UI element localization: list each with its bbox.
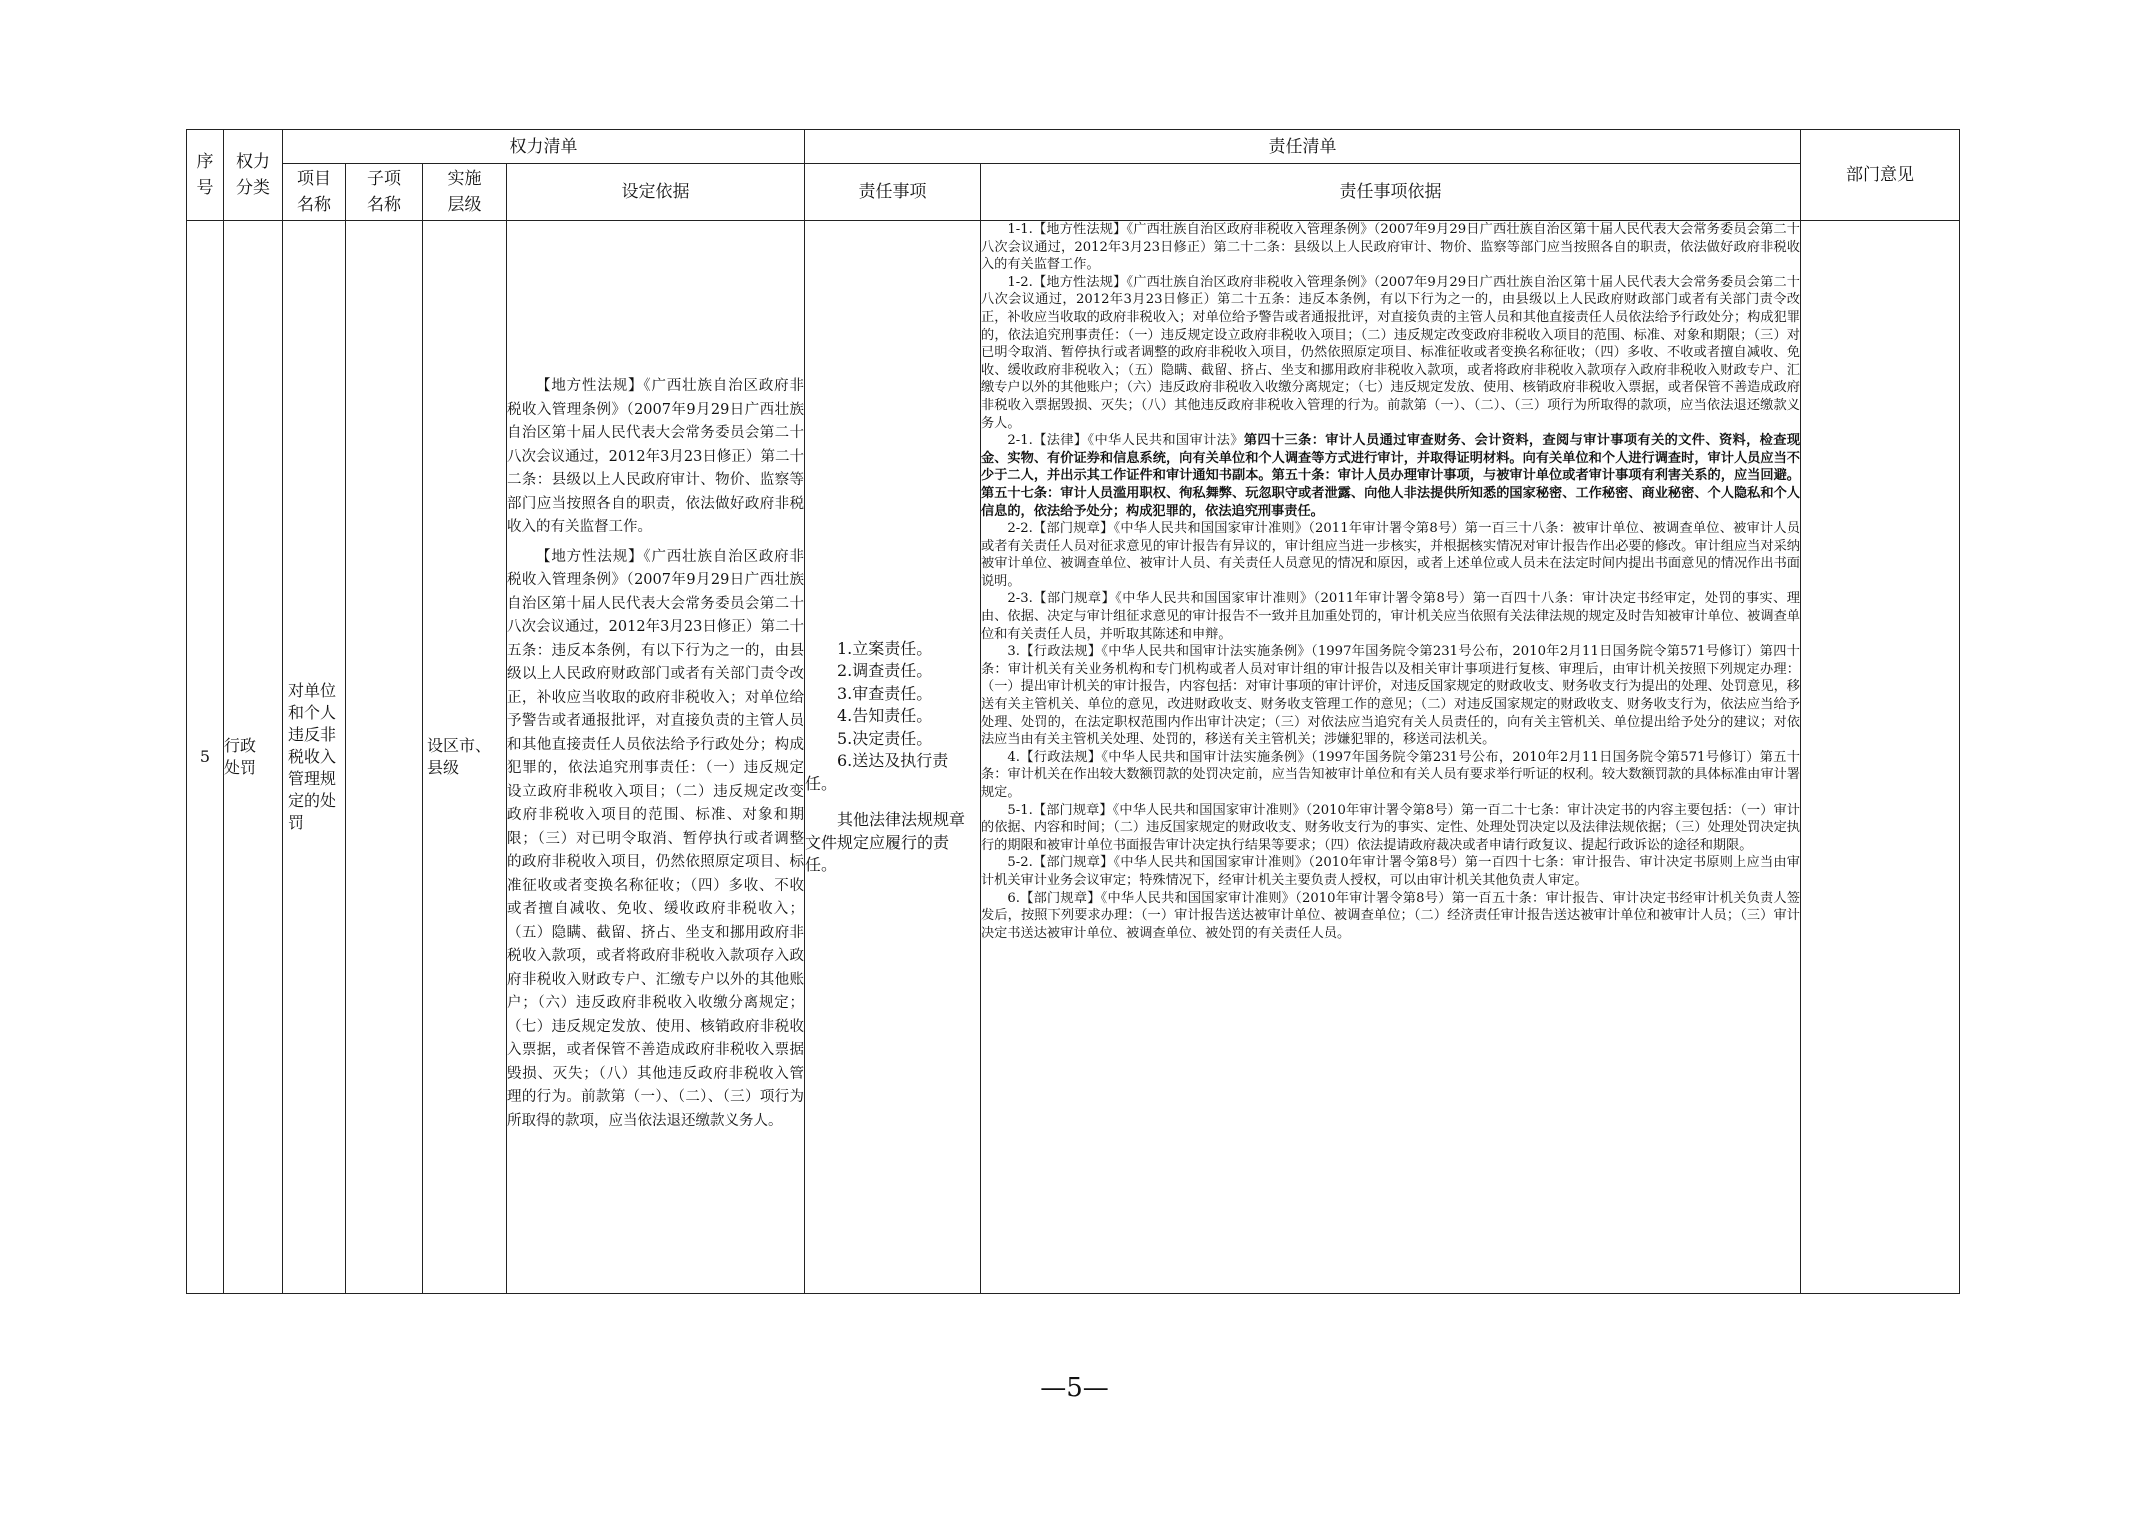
resp-basis-paragraph: 3.【行政法规】《中华人民共和国审计法实施条例》（1997年国务院令第231号公布，2010年2月11日国务院令第571号修订）第四十条：审计机关有关业务机构和专门机构或者人员对审计组的审计报告以及相关审计事项进行复核、审理后，由审计机关按照下列规定办理：（一）提出审计机关的审计报告，内容包括：对审计事项的审计评价，对违反国家规定的财政收支、财务收支行为提出的处理、处罚意见，移送有关主管机关、单位的意见，改进财政收支、财务收支管理工作的意见；（二）对违反国家规定的财政收支、财务收支行为，依法应当给予处理、处罚的，在法定职权范围内作出审计决定；（三）对依法应当追究有关人员责任的，向有关主管机关、单位提出给予处分的建议；对依法应当由有关主管机关处理、处罚的，移送有关主管机关；涉嫌犯罪的，移送司法机关。	[981, 644, 1800, 748]
row-resp-basis	[981, 221, 1801, 1294]
resp-basis-paragraph: 6.【部门规章】《中华人民共和国国家审计准则》（2010年审计署令第8号）第一百五十条：审计报告、审计决定书经审计机关负责人签发后，按照下列要求办理：（一）审计报告送达被审计单位、被调查单位；（二）经济责任审计报告送达被审计单位和被审计人员；（三）审计决定书送达被审计单位、被调查单位、被处罚的有关责任人员。	[981, 890, 1800, 941]
header-level: 实施层级	[423, 164, 507, 221]
page-number: —5—	[1040, 1373, 1109, 1403]
row-dept-opinion	[1801, 221, 1960, 1294]
header-item-name: 项目名称	[283, 164, 346, 221]
bold-excerpt: 第四十三条：审计人员通过审查财务、会计资料，查阅与审计事项有关的文件、资料，检查现金、实物、有价证券和信息系统，向有关单位和个人调查等方式进行审计，并取得证明材料。向有关单位和个人进行调查时，审计人员应当不少于二人，并出示其工作证件和审计通知书副本。第五十条：审计人员办理审计事项，与被审计单位或者审计事项有利害关系的，应当回避。第五十七条：审计人员滥用职权、徇私舞弊、玩忽职守或者泄露、向他人非法提供所知悉的国家秘密、工作秘密、商业秘密、个人隐私和个人信息的，依法给予处分；构成犯罪的，依法追究刑事责任。	[981, 433, 1801, 519]
header-resp-items: 责任事项	[805, 164, 981, 221]
header-resp-basis: 责任事项依据	[981, 164, 1801, 221]
row-category: 行政处罚	[224, 221, 283, 1294]
resp-item: 其他法律法规规章文件规定应履行的责任。	[805, 810, 966, 874]
resp-item: 6.送达及执行责任。	[805, 751, 949, 793]
header-sub-item: 子项名称	[346, 164, 423, 221]
resp-item: 4.告知责任。	[837, 706, 933, 725]
basis-paragraph: 【地方性法规】《广西壮族自治区政府非税收入管理条例》（2007年9月29日广西壮族自治区第十届人民代表大会常务委员会第二十八次会议通过，2012年3月23日修正）第二十二条：县级以上人民政府审计、物价、监察等部门应当按照各自的职责，依法做好政府非税收入的有关监督工作。	[507, 378, 804, 535]
row-sub-item	[346, 221, 423, 1294]
resp-basis-paragraph: 2-1.【法律】《中华人民共和国审计法》第四十三条：审计人员通过审查财务、会计资料，查阅与审计事项有关的文件、资料，检查现金、实物、有价证券和信息系统，向有关单位和个人调查等方式进行审计，并取得证明材料。向有关单位和个人进行调查时，审计人员应当不少于二人，并出示其工作证件和审计通知书副本。第五十条：审计人员办理审计事项，与被审计单位或者审计事项有利害关系的，应当回避。第五十七条：审计人员滥用职权、徇私舞弊、玩忽职守或者泄露、向他人非法提供所知悉的国家秘密、工作秘密、商业秘密、个人隐私和个人信息的，依法给予处分；构成犯罪的，依法追究刑事责任。	[981, 433, 1801, 519]
row-resp-items	[805, 221, 981, 1294]
power-responsibility-table	[186, 129, 1960, 1294]
header-seq: 序号	[187, 130, 224, 221]
resp-basis-paragraph: 1-2.【地方性法规】《广西壮族自治区政府非税收入管理条例》（2007年9月29日广西壮族自治区第十届人民代表大会常务委员会第二十八次会议通过，2012年3月23日修正）第二十五条：违反本条例，有以下行为之一的，由县级以上人民政府财政部门或者有关部门责令改正，补收应当收取的政府非税收入；对单位给予警告或者通报批评，对直接负责的主管人员和其他直接责任人员依法给予行政处分；构成犯罪的，依法追究刑事责任：（一）违反规定设立政府非税收入项目；（二）违反规定改变政府非税收入项目的范围、标准、对象和期限；（三）对已明令取消、暂停执行或者调整的政府非税收入项目，仍然依照原定项目、标准征收或者变换名称征收；（四）多收、不收或者擅自减收、免收、缓收政府非税收入；（五）隐瞒、截留、挤占、坐支和挪用政府非税收入款项，或者将政府非税收入款项存入政府非税收入财政专户、汇缴专户以外的其他账户；（六）违反政府非税收入收缴分离规定；（七）违反规定发放、使用、核销政府非税收入票据，或者保管不善造成政府非税收入票据毁损、灭失；（八）其他违反政府非税收入管理的行为。前款第（一）、（二）、（三）项行为所取得的款项，应当依法退还缴款义务人。	[981, 274, 1800, 431]
resp-basis-paragraph: 2-3.【部门规章】《中华人民共和国国家审计准则》（2011年审计署令第8号）第一百四十八条：审计决定书经审定，处罚的事实、理由、依据、决定与审计组征求意见的审计报告不一致并且加重处罚的，审计机关应当依照有关法律法规的规定及时告知被审计单位、被调查单位和有关责任人员，并听取其陈述和申辩。	[981, 591, 1800, 642]
resp-item: 3.审查责任。	[837, 683, 933, 703]
resp-item: 5.决定责任。	[837, 728, 933, 748]
row-item-name: 对单位和个人违反非税收入管理规定的处罚	[283, 221, 346, 1294]
resp-basis-paragraph: 1-1.【地方性法规】《广西壮族自治区政府非税收入管理条例》（2007年9月29日广西壮族自治区第十届人民代表大会常务委员会第二十八次会议通过，2012年3月23日修正）第二十二条：县级以上人民政府审计、物价、监察等部门应当按照各自的职责，依法做好政府非税收入的有关监督工作。	[981, 222, 1800, 273]
header-resp-list: 责任清单	[805, 130, 1801, 164]
header-basis: 设定依据	[507, 164, 805, 221]
resp-basis-paragraph: 5-1.【部门规章】《中华人民共和国国家审计准则》（2010年审计署令第8号）第一百二十七条：审计决定书的内容主要包括：（一）审计的依据、内容和时间；（二）违反国家规定的财政收支、财务收支行为的事实、定性、处理处罚决定以及法律法规依据；（三）处理处罚决定执行的期限和被审计单位书面报告审计决定执行结果等要求；（四）依法提请政府裁决或者申请行政复议、提起行政诉讼的途径和期限。	[981, 802, 1800, 853]
header-power-list: 权力清单	[283, 130, 805, 164]
header-category: 权力分类	[224, 130, 283, 221]
resp-basis-paragraph: 5-2.【部门规章】《中华人民共和国国家审计准则》（2010年审计署令第8号）第一百四十七条：审计报告、审计决定书原则上应当由审计机关审计业务会议审定；特殊情况下，经审计机关主要负责人授权，可以由审计机关其他负责人审定。	[981, 855, 1800, 888]
resp-basis-paragraph: 2-2.【部门规章】《中华人民共和国国家审计准则》（2011年审计署令第8号）第一百三十八条：被审计单位、被调查单位、被审计人员或者有关责任人员对征求意见的审计报告有异议的，审计组应当进一步核实，并根据核实情况对审计报告作出必要的修改。审计组应当对采纳被审计单位、被调查单位、被审计人员、有关责任人员意见的情况和原因，或者上述单位或人员未在法定时间内提出书面意见的情况作出书面说明。	[981, 521, 1800, 589]
resp-basis-paragraph: 4.【行政法规】《中华人民共和国审计法实施条例》（1997年国务院令第231号公布，2010年2月11日国务院令第571号修订）第五十条：审计机关在作出较大数额罚款的处罚决定前，应当告知被审计单位和有关人员有要求举行听证的权利。较大数额罚款的具体标准由审计署规定。	[981, 749, 1800, 800]
header-dept-opinion: 部门意见	[1801, 130, 1960, 221]
row-basis	[507, 221, 805, 1294]
basis-paragraph: 【地方性法规】《广西壮族自治区政府非税收入管理条例》（2007年9月29日广西壮族自治区第十届人民代表大会常务委员会第二十八次会议通过，2012年3月23日修正）第二十五条：违反本条例，有以下行为之一的，由县级以上人民政府财政部门或者有关部门责令改正，补收应当收取的政府非税收入；对单位给予警告或者通报批评，对直接负责的主管人员和其他直接责任人员依法给予行政处分；构成犯罪的，依法追究刑事责任：（一）违反规定设立政府非税收入项目；（二）违反规定改变政府非税收入项目的范围、标准、对象和期限；（三）对已明令取消、暂停执行或者调整的政府非税收入项目，仍然依照原定项目、标准征收或者变换名称征收；（四）多收、不收或者擅自减收、免收、缓收政府非税收入；（五）隐瞒、截留、挤占、坐支和挪用政府非税收入款项，或者将政府非税收入款项存入政府非税收入财政专户、汇缴专户以外的其他账户；（六）违反政府非税收入收缴分离规定；（七）违反规定发放、使用、核销政府非税收入票据，或者保管不善造成政府非税收入票据毁损、灭失；（八）其他违反政府非税收入管理的行为。前款第（一）、（二）、（三）项行为所取得的款项，应当依法退还缴款义务人。	[507, 548, 804, 1129]
row-seq: 5	[187, 221, 224, 1294]
resp-item: 2.调查责任。	[837, 661, 933, 680]
resp-item: 1.立案责任。	[837, 638, 933, 658]
row-level: 设区市、县级	[423, 221, 507, 1294]
